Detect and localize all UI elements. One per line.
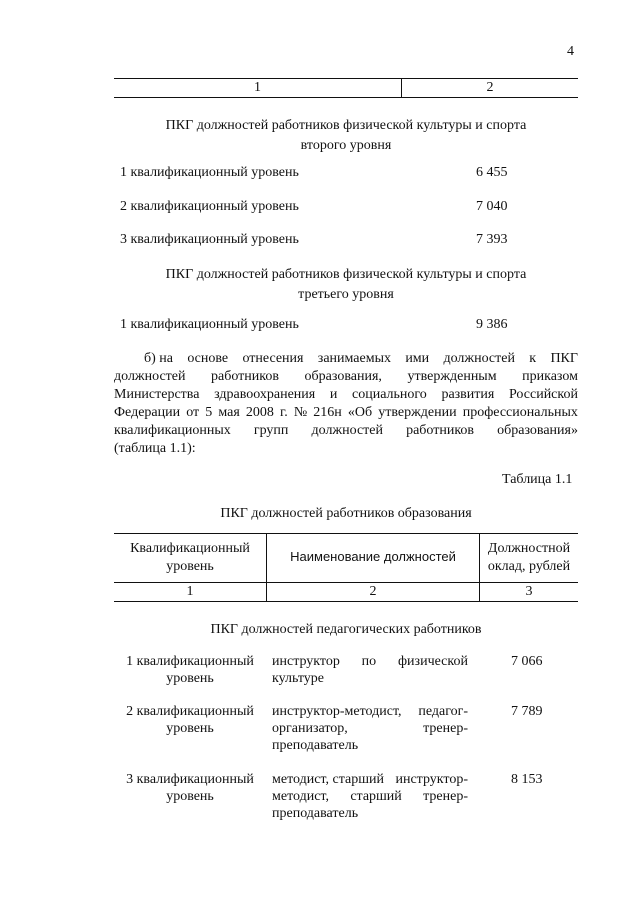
section-title-pedagogical: ПКГ должностей педагогических работников (210, 622, 482, 637)
paragraph-word: «Об (347, 405, 373, 420)
position-word: организатор, (272, 721, 348, 736)
level-cell (114, 703, 266, 737)
section-title-line: ПКГ должностей работников физической культуры и спорта (165, 118, 527, 133)
paragraph-line (114, 404, 578, 422)
position-line (272, 720, 468, 737)
paragraph-line (114, 440, 578, 458)
table-caption: Таблица 1.1 (502, 472, 573, 487)
section-title-line: ПКГ должностей работников физической культуры и спорта (165, 267, 527, 282)
level-line: уровень (166, 789, 214, 804)
position-word: по (361, 654, 377, 669)
position-word: культуре (272, 671, 324, 686)
header-cell-salary: Должностной оклад, рублей (487, 541, 571, 574)
position-cell (272, 653, 468, 687)
paragraph-word: Российской (508, 387, 578, 402)
paragraph-word: 2008 (245, 405, 274, 420)
paragraph-line (114, 386, 578, 404)
position-word: физической (397, 654, 468, 669)
position-line (272, 805, 468, 822)
paragraph-line (114, 368, 578, 386)
position-cell (272, 771, 468, 822)
education-table (114, 533, 578, 602)
position-line (272, 703, 468, 720)
paragraph-word: 5 (205, 405, 213, 420)
paragraph-line (114, 422, 578, 440)
position-word: педагог- (418, 704, 468, 719)
position-line (272, 653, 468, 670)
paragraph-word: ими (405, 351, 430, 366)
paragraph-word: работников (211, 369, 279, 384)
section-title-line: третьего уровня (298, 287, 394, 302)
paragraph-word: б) на (144, 351, 173, 366)
paragraph-word: занимаемых (317, 351, 391, 366)
paragraph-word: развития (441, 387, 495, 402)
level-cell (114, 771, 266, 805)
paragraph-word: г. (280, 405, 288, 420)
paragraph-word: и (329, 387, 338, 402)
section-title-second-level (114, 116, 578, 156)
position-line (272, 737, 468, 754)
paragraph-word: утверждении (378, 405, 457, 420)
level-label: 1 квалификационный уровень (120, 165, 299, 180)
paragraph-word: образования» (497, 423, 578, 438)
level-label: 1 квалификационный уровень (120, 317, 299, 332)
body-paragraph (114, 350, 578, 458)
column-number-1: 1 (254, 80, 261, 95)
paragraph-word: мая (218, 405, 240, 420)
salary-value: 8 153 (511, 772, 543, 787)
salary-value: 6 455 (476, 165, 508, 180)
salary-value: 7 040 (476, 199, 508, 214)
position-word: тренер- (423, 789, 468, 804)
level-label: 3 квалификационный уровень (120, 232, 299, 247)
paragraph-word: социального (352, 387, 427, 402)
paragraph-word: Федерации (114, 405, 181, 420)
table-title: ПКГ должностей работников образования (220, 506, 472, 521)
page-number: 4 (567, 44, 574, 59)
table-bottom-border (114, 601, 578, 602)
level-label: 2 квалификационный уровень (120, 199, 299, 214)
paragraph-word: № (293, 405, 308, 420)
position-word: преподаватель (272, 738, 359, 753)
paragraph-word: приказом (522, 369, 578, 384)
column-number-cell: 3 (525, 584, 533, 599)
section-title-line: второго уровня (300, 138, 392, 153)
position-word: методист, старший (272, 772, 384, 787)
paragraph-word: 216н (313, 405, 342, 420)
position-word: инструктор-методист, (272, 704, 402, 719)
paragraph-word: квалификационных (114, 423, 231, 438)
paragraph-word: образования, (304, 369, 382, 384)
position-line (272, 670, 468, 687)
paragraph-word: отнесения (242, 351, 304, 366)
column-number-2: 2 (486, 80, 494, 95)
paragraph-word: основе (187, 351, 229, 366)
level-line: 2 квалификационный (126, 704, 254, 719)
salary-value: 7 066 (511, 654, 543, 669)
paragraph-word: профессиональных (462, 405, 578, 420)
paragraph-word: (таблица 1.1): (114, 441, 196, 456)
section-title-third-level (114, 265, 578, 305)
paragraph-line (114, 350, 578, 368)
paragraph-word: здравоохранения (214, 387, 316, 402)
column-number-header-table (114, 78, 578, 98)
level-cell (114, 653, 266, 687)
header-cell-level: Квалификационный уровень (130, 541, 250, 574)
level-line: уровень (166, 721, 214, 736)
position-line (272, 771, 468, 788)
paragraph-word: ПКГ (550, 351, 578, 366)
paragraph-word: должностей (443, 351, 515, 366)
paragraph-word: Министерства (114, 387, 200, 402)
salary-value: 7 393 (476, 232, 508, 247)
column-number-cell: 1 (186, 584, 194, 599)
paragraph-word: работников (406, 423, 475, 438)
paragraph-word: утвержденным (407, 369, 497, 384)
paragraph-word: должностей (311, 423, 383, 438)
level-line: 1 квалификационный (126, 654, 254, 669)
position-word: тренер- (423, 721, 468, 736)
paragraph-word: должностей (114, 369, 186, 384)
paragraph-word: к (529, 351, 537, 366)
position-word: старший (350, 789, 402, 804)
column-number-cell: 2 (369, 584, 377, 599)
position-word: преподаватель (272, 806, 359, 821)
level-line: 3 квалификационный (126, 772, 254, 787)
paragraph-word: групп (253, 423, 289, 438)
header-cell-positions: Наименование должностей (290, 549, 456, 564)
position-cell (272, 703, 468, 754)
salary-value: 9 386 (476, 317, 508, 332)
salary-value: 7 789 (511, 704, 543, 719)
level-line: уровень (166, 671, 214, 686)
position-word: методист, (272, 789, 329, 804)
position-line (272, 788, 468, 805)
position-word: инструктор- (395, 772, 468, 787)
position-word: инструктор (272, 654, 340, 669)
paragraph-word: от (186, 405, 200, 420)
